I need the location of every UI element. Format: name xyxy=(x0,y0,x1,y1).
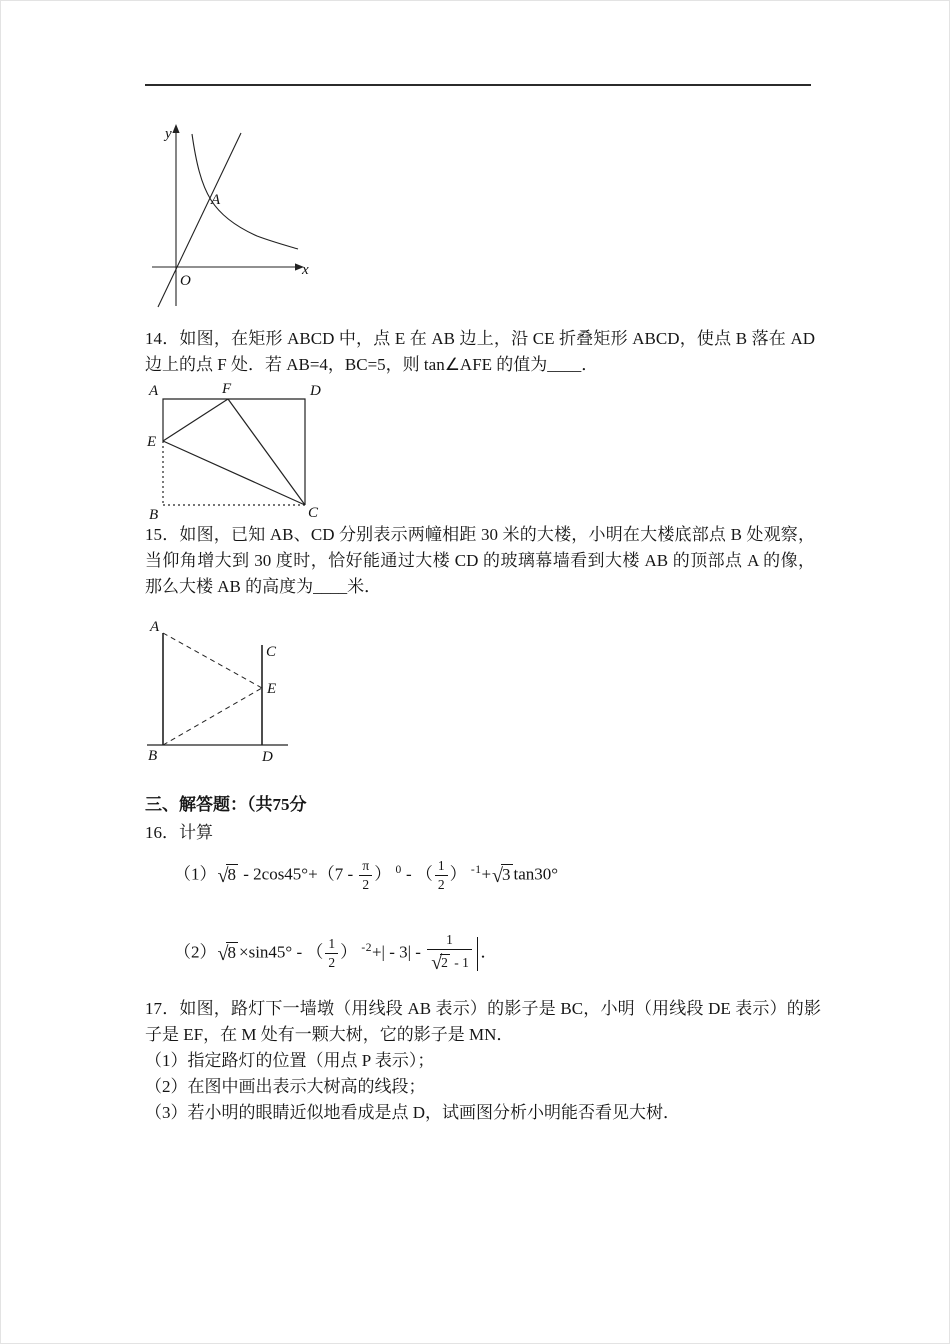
question-17-intro: 17．如图，路灯下一墙墩（用线段 AB 表示）的影子是 BC，小明（用线段 DE 表示）的影子是 EF，在 M 处有一颗大树，它的影子是 MN． xyxy=(145,999,821,1044)
superscript: -2 xyxy=(361,941,372,954)
denominator: 2 xyxy=(359,875,372,893)
question-17 xyxy=(145,996,821,1126)
radicand: 8 xyxy=(227,942,236,962)
q16-expression-2 xyxy=(174,932,497,975)
expr-text: + xyxy=(481,864,492,884)
numerator: 1 xyxy=(437,858,445,873)
radical-sign: √ xyxy=(431,952,442,975)
superscript: -1 xyxy=(470,863,482,876)
y-axis-label: y xyxy=(165,126,172,142)
solid-edges xyxy=(163,399,305,505)
radical-sign: √ xyxy=(492,864,503,887)
figure-rectangle-fold xyxy=(145,380,325,522)
point-a-label: A xyxy=(211,192,221,208)
section-3-heading: 三、解答题：（共75分 xyxy=(145,795,307,814)
expr-text: ） xyxy=(449,864,471,884)
x-axis-label: x xyxy=(302,262,309,278)
question-16-label: 16．计算 xyxy=(145,823,213,842)
y-axis-arrow xyxy=(172,124,179,133)
label-e: E xyxy=(267,681,277,697)
expr-text: ×sin45° - （ xyxy=(238,942,324,962)
expr-text: ． xyxy=(480,942,498,962)
expr-text: +| - 3| - xyxy=(371,942,426,962)
sqrt xyxy=(492,864,512,887)
expr-text: - 1 xyxy=(450,955,469,971)
radicand: 3 xyxy=(502,864,511,884)
superscript: 0 xyxy=(395,863,402,876)
expr-text: - （ xyxy=(401,864,433,884)
label-d: D xyxy=(310,383,321,399)
q16-expression-1 xyxy=(174,858,558,893)
label-f: F xyxy=(222,381,232,397)
question-17-item-1: （1）指定路灯的位置（用点 P 表示）； xyxy=(145,1051,435,1070)
sqrt xyxy=(431,952,450,975)
figure-two-buildings xyxy=(145,612,295,770)
label-c: C xyxy=(308,505,319,521)
expr-text: ） xyxy=(340,942,362,962)
numerator: π xyxy=(362,858,370,873)
radical-sign: √ xyxy=(217,864,228,887)
segment-e-f xyxy=(163,399,228,441)
expr-text: tan30° xyxy=(513,864,559,884)
segment-f-c xyxy=(228,399,305,505)
question-14-text: 14．如图，在矩形 ABCD 中，点 E 在 AB 边上，沿 CE 折叠矩形 ABCD，使点 B 落在 AD 边上的点 F 处．若 AB=4，BC=5，则 tan∠AFE 的值为____． xyxy=(145,329,815,374)
question-17-item-3: （3）若小明的眼睛近似地看成是点 D，试画图分析小明能否看见大树． xyxy=(145,1103,681,1122)
expr-number: （2） xyxy=(174,942,217,962)
axes xyxy=(152,130,298,306)
numerator: 1 xyxy=(328,935,336,951)
label-b: B xyxy=(149,507,159,522)
expr-text: ） xyxy=(374,864,396,884)
sqrt xyxy=(217,864,238,887)
label-b: B xyxy=(148,748,158,764)
fraction xyxy=(359,858,372,893)
radical-sign: √ xyxy=(217,942,228,965)
denominator: 2 xyxy=(435,875,448,893)
horizontal-rule xyxy=(145,84,811,86)
radicand: 8 xyxy=(227,864,236,884)
edges-e-a-d-c xyxy=(163,399,305,505)
expr-text: - 2cos45°+（7 - xyxy=(238,864,358,884)
origin-label: O xyxy=(180,273,191,289)
label-a: A xyxy=(150,619,160,635)
question-15-text: 15．如图，已知 AB、CD 分别表示两幢相距 30 米的大楼，小明在大楼底部点 B 处观察，当仰角增大到 30 度时，恰好能通过大楼 CD 的玻璃幕墙看到大楼 AB 的顶部点 A 的像，那么大楼 AB 的高度为____米． xyxy=(145,525,815,596)
figure-line-hyperbola-graph xyxy=(145,122,315,314)
radicand: 2 xyxy=(441,955,448,971)
numerator: 1 xyxy=(446,932,453,947)
label-d: D xyxy=(262,749,273,765)
sight-a-e xyxy=(163,633,262,688)
vertical-bar xyxy=(477,937,479,971)
denominator xyxy=(427,949,472,975)
label-c: C xyxy=(266,644,277,660)
fraction xyxy=(325,936,338,971)
expr-number: （1） xyxy=(174,864,217,884)
label-e: E xyxy=(147,434,157,450)
fraction xyxy=(427,932,472,975)
segment-e-c xyxy=(163,441,305,505)
hyperbola-curve xyxy=(192,134,298,249)
sight-lines xyxy=(163,633,262,745)
question-17-item-2: （2）在图中画出表示大树高的线段； xyxy=(145,1077,426,1096)
building-lines xyxy=(163,633,262,745)
fraction xyxy=(435,858,448,893)
straight-line xyxy=(158,133,241,307)
sqrt xyxy=(217,942,238,965)
sight-b-e xyxy=(163,688,262,745)
label-a: A xyxy=(149,383,159,399)
denominator: 2 xyxy=(325,953,338,971)
